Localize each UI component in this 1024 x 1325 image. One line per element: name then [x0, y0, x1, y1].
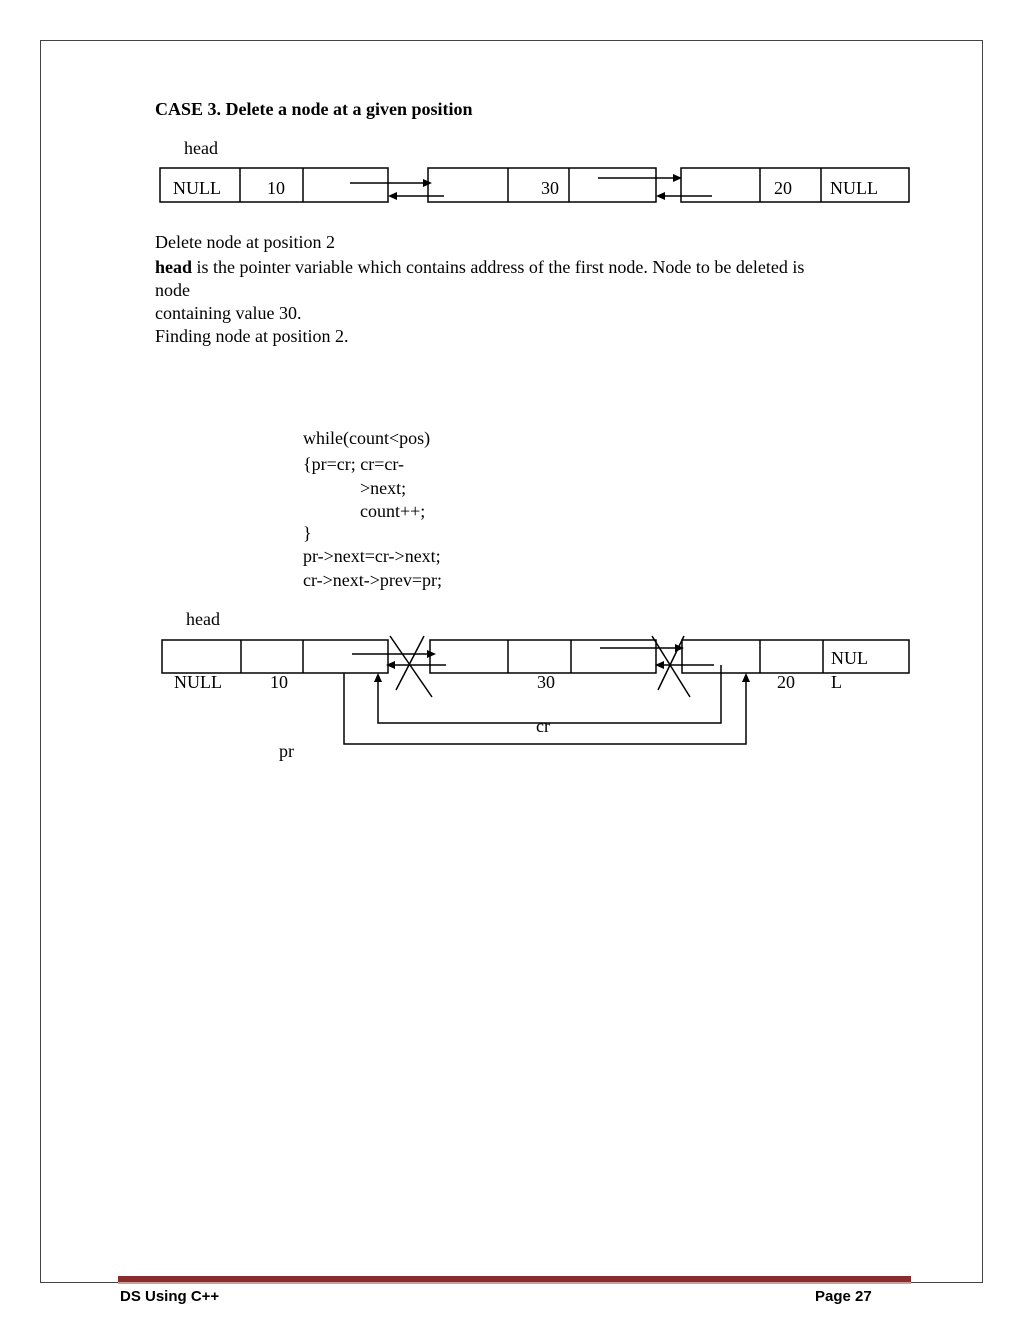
code-line-6: pr->next=cr->next;	[303, 546, 441, 566]
footer-divider	[118, 1276, 911, 1284]
description-line-2	[155, 256, 804, 278]
footer-title: DS Using C++	[120, 1288, 220, 1305]
section-heading: CASE 3. Delete a node at a given position	[155, 99, 473, 119]
description-line-1: Delete node at position 2	[155, 232, 335, 252]
diagram2-value-30: 30	[537, 672, 555, 692]
code-line-4: count++;	[360, 501, 426, 521]
description-line-5: Finding node at position 2.	[155, 326, 349, 346]
diagram2-null-right-bottom: L	[831, 672, 842, 692]
code-line-5: }	[303, 523, 312, 543]
diagram2-value-20: 20	[777, 672, 795, 692]
footer-page-number: Page 27	[815, 1288, 872, 1305]
code-line-2: {pr=cr; cr=cr-	[303, 454, 405, 474]
node3-value: 20	[774, 178, 792, 198]
description-line-3: node	[155, 280, 190, 300]
node2-value: 30	[541, 178, 559, 198]
code-line-3: >next;	[360, 478, 407, 498]
pr-pointer-label: pr	[279, 741, 294, 761]
node3-next-null: NULL	[830, 178, 878, 198]
description-line-2-rest: is the pointer variable which contains address of the first node. Node to be deleted is	[192, 257, 805, 277]
head-keyword: head	[155, 257, 193, 277]
description-line-4: containing value 30.	[155, 303, 302, 323]
diagram1-head-label: head	[184, 138, 218, 158]
cr-pointer-label: cr	[536, 716, 550, 736]
node1-prev-null: NULL	[173, 178, 221, 198]
node1-value: 10	[267, 178, 285, 198]
diagram2-null-right-top: NUL	[831, 648, 868, 668]
code-line-1: while(count<pos)	[303, 428, 431, 448]
diagram2-null-left: NULL	[174, 672, 222, 692]
diagram2-value-10: 10	[270, 672, 288, 692]
diagram2-head-label: head	[186, 609, 220, 629]
code-line-7: cr->next->prev=pr;	[303, 570, 443, 590]
